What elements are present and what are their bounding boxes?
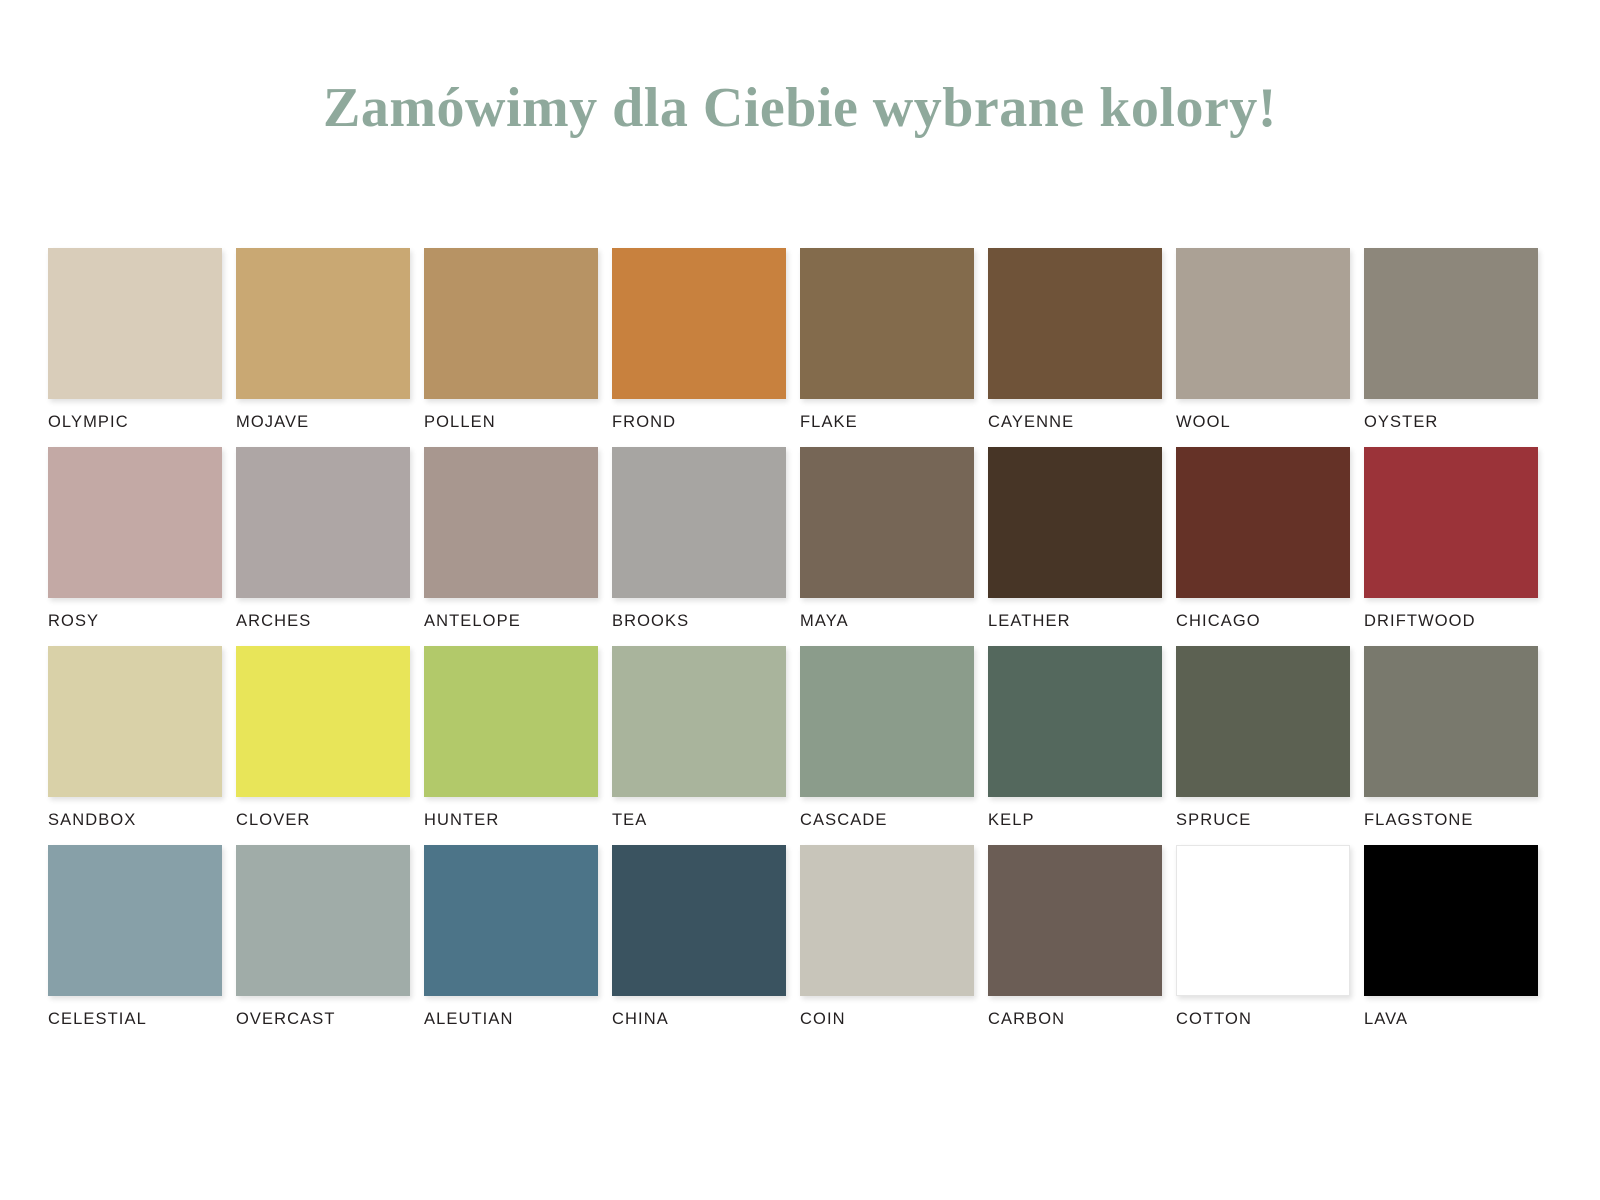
color-swatch[interactable] [1364,845,1552,1044]
color-chip[interactable] [48,845,222,996]
color-chip[interactable] [612,248,786,399]
color-chip[interactable] [236,646,410,797]
color-swatch[interactable] [988,447,1176,646]
color-name-label: CHINA [612,1010,669,1028]
color-chip[interactable] [1176,845,1350,996]
color-chip[interactable] [48,248,222,399]
color-chip[interactable] [1364,845,1538,996]
color-swatch[interactable] [800,447,988,646]
color-chip[interactable] [1176,447,1350,598]
color-name-label: DRIFTWOOD [1364,612,1476,630]
color-chip[interactable] [1176,646,1350,797]
color-chip[interactable] [612,447,786,598]
color-chip[interactable] [236,248,410,399]
color-chip[interactable] [612,845,786,996]
color-swatch[interactable] [1364,646,1552,845]
color-swatch[interactable] [800,646,988,845]
color-name-label: POLLEN [424,413,496,431]
color-chip[interactable] [424,646,598,797]
color-swatch[interactable] [1176,845,1364,1044]
color-swatch[interactable] [800,248,988,447]
color-swatch[interactable] [612,845,800,1044]
color-name-label: CHICAGO [1176,612,1261,630]
color-name-label: CAYENNE [988,413,1075,431]
color-name-label: OLYMPIC [48,413,129,431]
color-name-label: WOOL [1176,413,1231,431]
color-name-label: SPRUCE [1176,811,1252,829]
color-name-label: CELESTIAL [48,1010,147,1028]
color-chip[interactable] [424,447,598,598]
color-swatch[interactable] [800,845,988,1044]
color-chip[interactable] [48,646,222,797]
color-chip[interactable] [800,248,974,399]
color-chip[interactable] [1364,248,1538,399]
color-swatch[interactable] [48,248,236,447]
color-swatch[interactable] [424,845,612,1044]
color-name-label: LAVA [1364,1010,1409,1028]
color-chip[interactable] [1176,248,1350,399]
color-swatch[interactable] [1176,646,1364,845]
color-name-label: OVERCAST [236,1010,336,1028]
color-swatch[interactable] [1176,248,1364,447]
color-chip[interactable] [424,248,598,399]
color-name-label: FLAGSTONE [1364,811,1474,829]
color-chip[interactable] [612,646,786,797]
color-swatch[interactable] [612,646,800,845]
color-name-label: SANDBOX [48,811,137,829]
color-name-label: ANTELOPE [424,612,521,630]
color-chip[interactable] [988,248,1162,399]
color-name-label: COTTON [1176,1010,1252,1028]
color-name-label: LEATHER [988,612,1071,630]
color-swatch[interactable] [48,845,236,1044]
color-name-label: CLOVER [236,811,311,829]
color-swatch[interactable] [424,248,612,447]
page-title: Zamówimy dla Ciebie wybrane kolory! [323,77,1277,139]
color-swatch[interactable] [988,646,1176,845]
color-chip[interactable] [1364,646,1538,797]
color-swatch[interactable] [988,248,1176,447]
color-swatch[interactable] [236,646,424,845]
color-name-label: FLAKE [800,413,858,431]
color-name-label: ROSY [48,612,100,630]
color-chip[interactable] [236,447,410,598]
color-chip[interactable] [424,845,598,996]
color-name-label: KELP [988,811,1035,829]
color-name-label: ALEUTIAN [424,1010,514,1028]
color-swatch[interactable] [612,447,800,646]
color-swatch[interactable] [612,248,800,447]
color-name-label: BROOKS [612,612,690,630]
color-name-label: ARCHES [236,612,312,630]
color-swatch[interactable] [236,447,424,646]
color-swatch[interactable] [1176,447,1364,646]
color-swatch[interactable] [48,447,236,646]
color-chip[interactable] [800,646,974,797]
color-chip[interactable] [988,447,1162,598]
color-name-label: CASCADE [800,811,888,829]
color-name-label: COIN [800,1010,846,1028]
color-chip[interactable] [236,845,410,996]
color-swatch[interactable] [424,646,612,845]
color-swatch[interactable] [424,447,612,646]
color-swatch[interactable] [48,646,236,845]
color-name-label: CARBON [988,1010,1066,1028]
color-chip[interactable] [800,447,974,598]
color-name-label: MAYA [800,612,849,630]
color-swatch[interactable] [988,845,1176,1044]
color-swatch[interactable] [1364,248,1552,447]
color-chip[interactable] [988,845,1162,996]
color-chip[interactable] [988,646,1162,797]
color-name-label: HUNTER [424,811,500,829]
swatch-grid [48,248,1552,1044]
color-name-label: MOJAVE [236,413,310,431]
color-chip[interactable] [800,845,974,996]
color-name-label: FROND [612,413,677,431]
color-name-label: TEA [612,811,648,829]
color-swatch[interactable] [236,248,424,447]
color-name-label: OYSTER [1364,413,1439,431]
color-chip[interactable] [48,447,222,598]
color-swatch[interactable] [1364,447,1552,646]
color-chip[interactable] [1364,447,1538,598]
color-swatch[interactable] [236,845,424,1044]
